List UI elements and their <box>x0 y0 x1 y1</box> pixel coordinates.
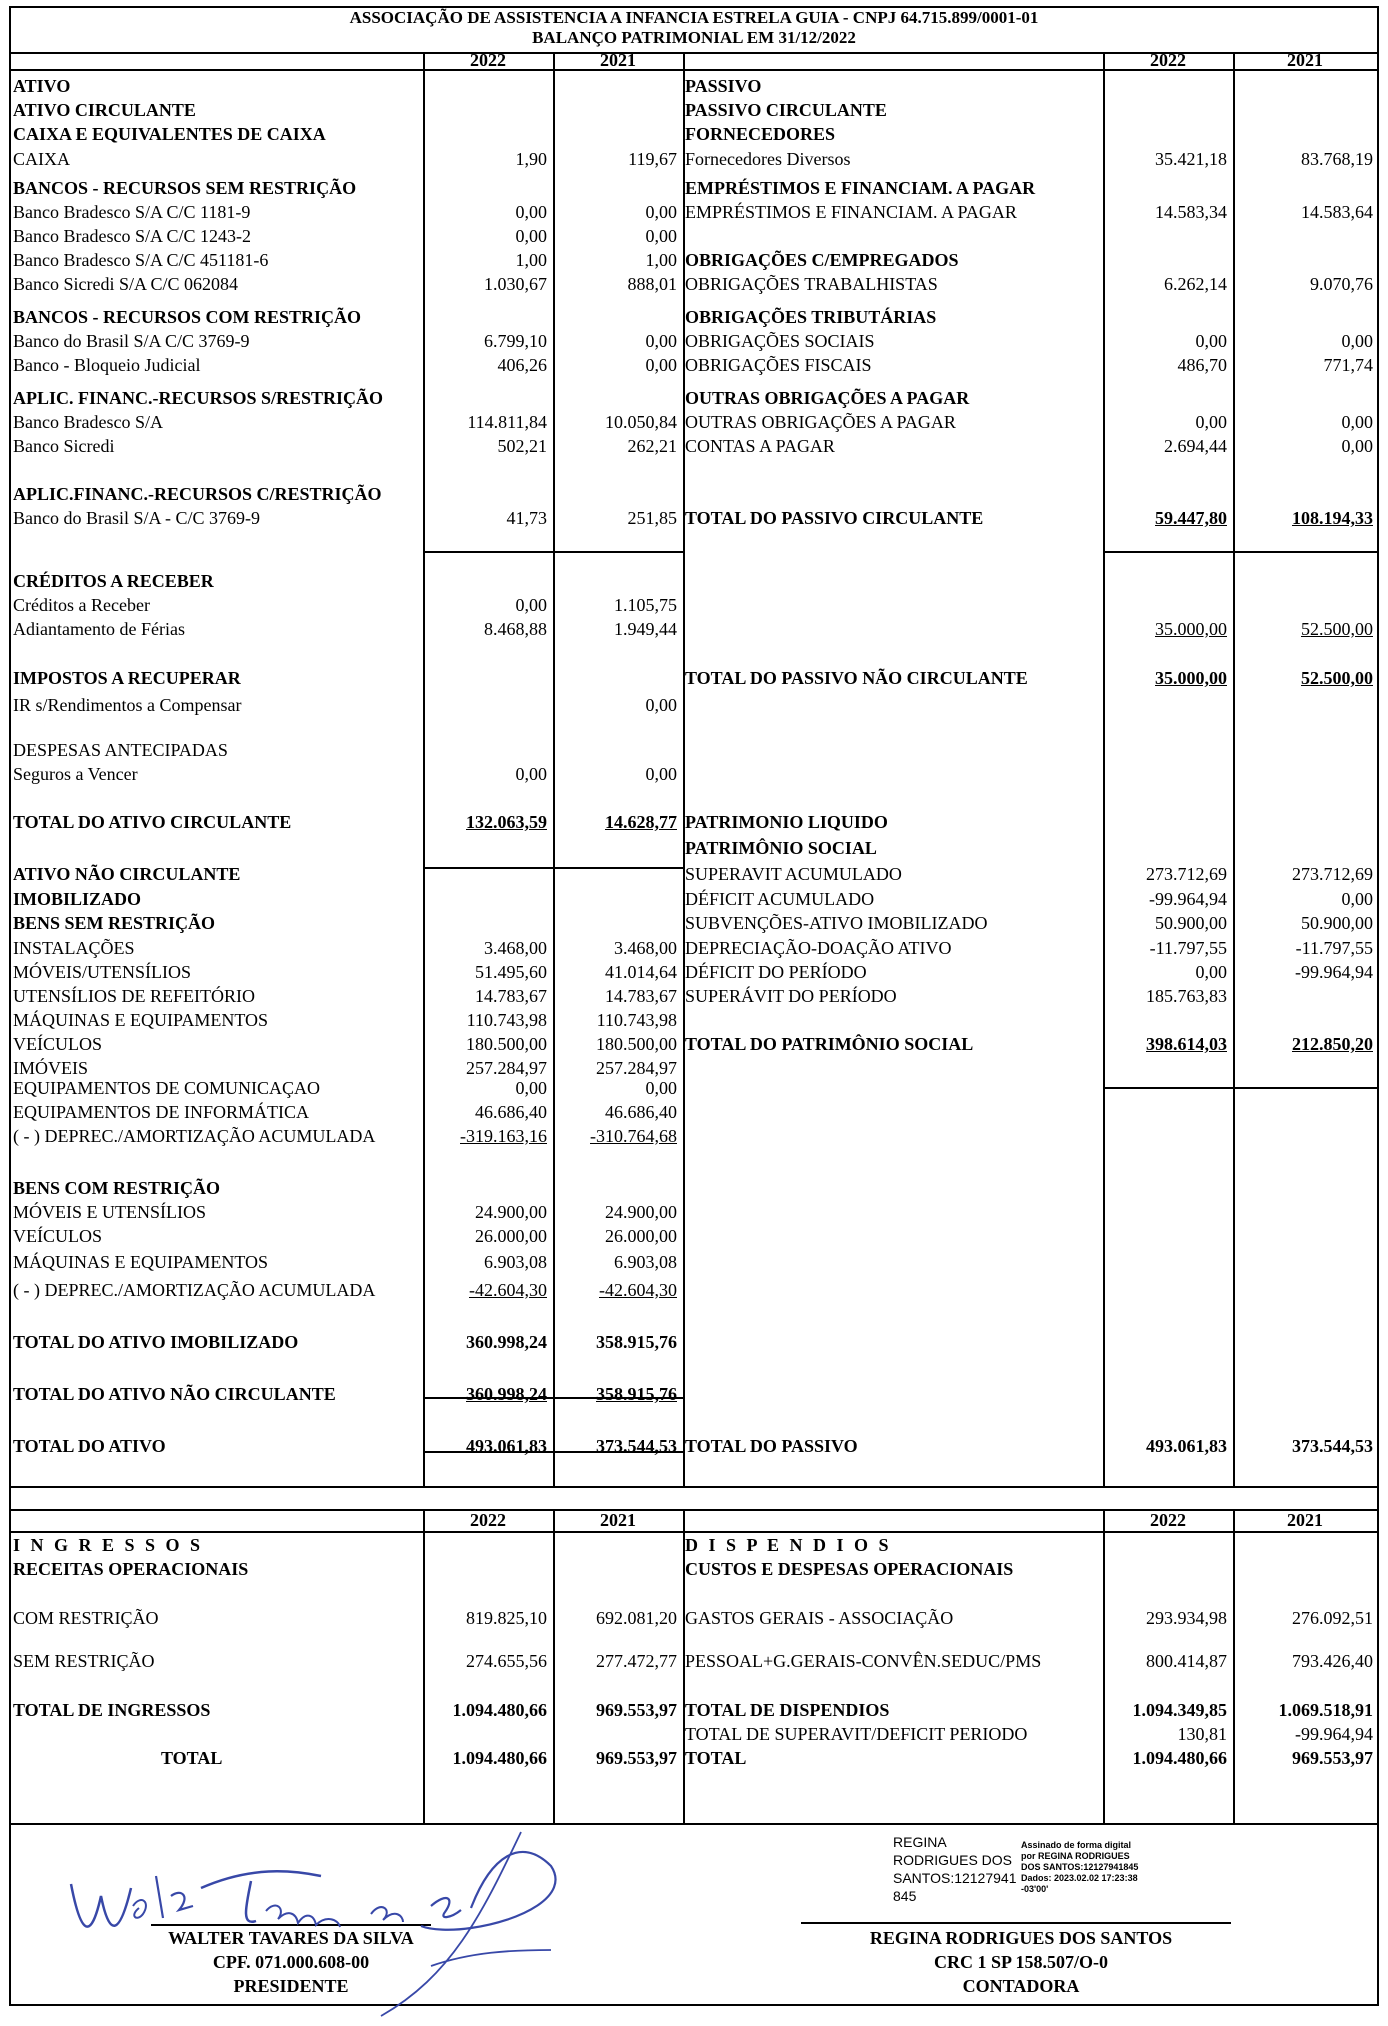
liability-row-label: PASSIVO <box>685 76 762 96</box>
asset-row-value-2021: 46.686,40 <box>605 1102 677 1122</box>
column-divider <box>1233 52 1235 1486</box>
liability-row-value-2022: 6.262,14 <box>1164 274 1227 294</box>
asset-row-value-2021: 119,67 <box>628 149 677 169</box>
signer-crc-right: CRC 1 SP 158.507/O-0 <box>933 1952 1108 1972</box>
liability-row-value-2022: 0,00 <box>1195 412 1227 432</box>
asset-row-label: VEÍCULOS <box>13 1226 102 1246</box>
liability-row-label: PATRIMÔNIO SOCIAL <box>685 838 877 858</box>
asset-row-value-2021: 110.743,98 <box>596 1010 677 1030</box>
liability-row-label: EMPRÉSTIMOS E FINANCIAM. A PAGAR <box>685 178 1036 198</box>
asset-row-label: ATIVO CIRCULANTE <box>13 100 196 120</box>
balance-year-2022-right: 2022 <box>1150 50 1186 70</box>
asset-row-value-2022: 46.686,40 <box>475 1102 547 1122</box>
income-row-value-2021: 692.081,20 <box>596 1608 677 1628</box>
expense-row-value-2022: 130,81 <box>1177 1724 1227 1744</box>
asset-row-value-2022: 360.998,24 <box>466 1332 547 1352</box>
asset-row-value-2022: 110.743,98 <box>466 1010 547 1030</box>
income-row-label: RECEITAS OPERACIONAIS <box>13 1559 249 1579</box>
expense-row-label: PESSOAL+G.GERAIS-CONVÊN.SEDUC/PMS <box>685 1651 1042 1671</box>
signer-role-right: CONTADORA <box>962 1976 1080 1996</box>
asset-row-label: MÓVEIS E UTENSÍLIOS <box>13 1202 206 1222</box>
row-divider <box>1103 551 1233 553</box>
liability-row-label: SUPERAVIT ACUMULADO <box>685 864 902 884</box>
asset-row-value-2021: 14.783,67 <box>605 986 677 1006</box>
balance-year-2021-left: 2021 <box>600 50 636 70</box>
income-row-label: SEM RESTRIÇÃO <box>13 1651 155 1671</box>
asset-row-value-2022: 3.468,00 <box>484 938 547 958</box>
asset-row-value-2021: 251,85 <box>627 508 677 528</box>
asset-row-value-2021: 0,00 <box>645 764 677 784</box>
row-divider <box>423 551 553 553</box>
liability-row-label: TOTAL DO PASSIVO NÃO CIRCULANTE <box>685 668 1028 688</box>
asset-row-label: APLIC. FINANC.-RECURSOS S/RESTRIÇÃO <box>13 388 384 408</box>
asset-row-value-2022: 6.799,10 <box>484 331 547 351</box>
asset-row-label: IMÓVEIS <box>13 1058 88 1078</box>
balance-year-2022-left: 2022 <box>470 50 506 70</box>
asset-row-label: Banco Bradesco S/A C/C 1181-9 <box>13 202 251 222</box>
dre-year-2021-right: 2021 <box>1287 1510 1323 1530</box>
digital-signature-info: -03'00' <box>1021 1884 1049 1894</box>
header-title: ASSOCIAÇÃO DE ASSISTENCIA A INFANCIA ESTRELA GUIA - CNPJ 64.715.899/0001-01 <box>349 8 1039 27</box>
signer-name-right: REGINA RODRIGUES DOS SANTOS <box>869 1928 1173 1948</box>
asset-row-value-2021: 0,00 <box>645 331 677 351</box>
liability-row-label: EMPRÉSTIMOS E FINANCIAM. A PAGAR <box>685 202 1017 222</box>
digital-signature-name: 845 <box>893 1888 917 1904</box>
liability-row-label: DÉFICIT ACUMULADO <box>685 889 875 909</box>
income-row-value-2021: 969.553,97 <box>596 1748 677 1768</box>
liability-row-label: DEPRECIAÇÃO-DOAÇÃO ATIVO <box>685 938 952 958</box>
liability-row-label: Fornecedores Diversos <box>685 149 851 169</box>
asset-row-label: DESPESAS ANTECIPADAS <box>13 740 228 760</box>
asset-row-label: IMOBILIZADO <box>13 889 142 909</box>
expense-row-label: CUSTOS E DESPESAS OPERACIONAIS <box>685 1559 1014 1579</box>
asset-row-label: ( - ) DEPREC./AMORTIZAÇÃO ACUMULADA <box>13 1126 376 1146</box>
header-subtitle: BALANÇO PATRIMONIAL EM 31/12/2022 <box>532 28 856 47</box>
asset-row-value-2021: 358.915,76 <box>596 1332 677 1352</box>
asset-row-value-2021: 0,00 <box>645 355 677 375</box>
income-row-value-2021: 969.553,97 <box>596 1700 677 1720</box>
liability-row-label: TOTAL DO PASSIVO CIRCULANTE <box>685 508 984 528</box>
asset-row-label: Banco Bradesco S/A <box>13 412 163 432</box>
income-row-label: TOTAL <box>161 1748 223 1768</box>
asset-row-value-2022: 257.284,97 <box>466 1058 547 1078</box>
asset-row-value-2022: 26.000,00 <box>475 1226 547 1246</box>
liability-row-value-2021: 0,00 <box>1341 331 1373 351</box>
handwritten-signature-walter <box>51 1826 611 2026</box>
asset-row-value-2021: 10.050,84 <box>605 412 677 432</box>
liability-row-value-2021: -99.964,94 <box>1295 962 1373 982</box>
dre-year-2022-right: 2022 <box>1150 1510 1186 1530</box>
liability-row-value-2022: 2.694,44 <box>1164 436 1227 456</box>
signer-role-left: PRESIDENTE <box>233 1976 349 1996</box>
asset-row-value-2021: -42.604,30 <box>599 1280 677 1300</box>
liability-row-label: OBRIGAÇÕES SOCIAIS <box>685 331 875 351</box>
liability-row-label: CONTAS A PAGAR <box>685 436 835 456</box>
income-row-value-2022: 1.094.480,66 <box>452 1748 547 1768</box>
liability-row-value-2021: 373.544,53 <box>1292 1436 1373 1456</box>
income-row-value-2022: 1.094.480,66 <box>452 1700 547 1720</box>
asset-row-value-2022: 360.998,24 <box>466 1384 547 1404</box>
asset-row-label: Banco Sicredi S/A C/C 062084 <box>13 274 238 294</box>
asset-row-value-2021: 257.284,97 <box>596 1058 677 1078</box>
liability-row-value-2021: 9.070,76 <box>1310 274 1373 294</box>
balance-sheet-document <box>9 6 1379 2006</box>
asset-row-value-2022: 24.900,00 <box>475 1202 547 1222</box>
liability-row-value-2021: 108.194,33 <box>1292 508 1373 528</box>
liability-row-value-2021: 0,00 <box>1341 436 1373 456</box>
row-divider <box>801 1922 1231 1924</box>
digital-signature-info: DOS SANTOS:12127941845 <box>1021 1862 1139 1872</box>
liability-row-label: OUTRAS OBRIGAÇÕES A PAGAR <box>685 388 970 408</box>
asset-row-value-2022: 8.468,88 <box>484 619 547 639</box>
liability-row-label: TOTAL DO PASSIVO <box>685 1436 858 1456</box>
row-divider <box>1233 551 1377 553</box>
asset-row-label: TOTAL DO ATIVO IMOBILIZADO <box>13 1332 299 1352</box>
expense-row-value-2021: 276.092,51 <box>1292 1608 1373 1628</box>
liability-row-value-2022: 185.763,83 <box>1146 986 1227 1006</box>
liability-row-label: SUPERÁVIT DO PERÍODO <box>685 986 897 1006</box>
asset-row-label: ATIVO NÃO CIRCULANTE <box>13 864 241 884</box>
asset-row-label: BENS COM RESTRIÇÃO <box>13 1178 221 1198</box>
asset-row-value-2021: 0,00 <box>645 695 677 715</box>
digital-signature-info: Dados: 2023.02.02 17:23:38 <box>1021 1873 1138 1883</box>
liability-row-value-2021: 14.583,64 <box>1301 202 1373 222</box>
liability-row-value-2022: 0,00 <box>1195 962 1227 982</box>
asset-row-value-2022: -319.163,16 <box>460 1126 547 1146</box>
asset-row-value-2021: 888,01 <box>627 274 677 294</box>
asset-row-label: Adiantamento de Férias <box>13 619 185 639</box>
asset-row-value-2021: -310.764,68 <box>590 1126 677 1146</box>
asset-row-label: Seguros a Vencer <box>13 764 138 784</box>
asset-row-label: Banco Bradesco S/A C/C 451181-6 <box>13 250 269 270</box>
asset-row-value-2022: 502,21 <box>497 436 547 456</box>
income-row-value-2021: 277.472,77 <box>596 1651 677 1671</box>
liability-row-value-2021: 273.712,69 <box>1292 864 1373 884</box>
expense-row-value-2021: -99.964,94 <box>1295 1724 1373 1744</box>
asset-row-label: VEÍCULOS <box>13 1034 102 1054</box>
asset-row-label: TOTAL DO ATIVO CIRCULANTE <box>13 812 292 832</box>
liability-row-value-2022: 50.900,00 <box>1155 913 1227 933</box>
expense-row-label: TOTAL DE DISPENDIOS <box>685 1700 890 1720</box>
asset-row-label: Banco - Bloqueio Judicial <box>13 355 201 375</box>
row-divider <box>11 1486 1377 1488</box>
asset-row-label: EQUIPAMENTOS DE COMUNICAÇAO <box>13 1078 321 1098</box>
asset-row-label: Banco Sicredi <box>13 436 115 456</box>
asset-row-value-2022: 180.500,00 <box>466 1034 547 1054</box>
expense-row-value-2022: 1.094.349,85 <box>1132 1700 1227 1720</box>
asset-row-label: ATIVO <box>13 76 71 96</box>
liability-row-value-2021: 212.850,20 <box>1292 1034 1373 1054</box>
digital-signature-info: Assinado de forma digital <box>1021 1840 1132 1850</box>
liability-row-value-2022: 273.712,69 <box>1146 864 1227 884</box>
asset-row-value-2021: 0,00 <box>645 226 677 246</box>
liability-row-value-2022: 14.583,34 <box>1155 202 1227 222</box>
asset-row-label: Créditos a Receber <box>13 595 150 615</box>
expense-row-value-2021: 969.553,97 <box>1292 1748 1373 1768</box>
liability-row-label: TOTAL DO PATRIMÔNIO SOCIAL <box>685 1034 974 1054</box>
asset-row-value-2021: 0,00 <box>645 1078 677 1098</box>
row-divider <box>553 551 683 553</box>
asset-row-value-2021: 373.544,53 <box>596 1436 677 1456</box>
asset-row-label: BENS SEM RESTRIÇÃO <box>13 913 216 933</box>
expense-row-value-2021: 1.069.518,91 <box>1278 1700 1373 1720</box>
liability-row-value-2022: 0,00 <box>1195 331 1227 351</box>
asset-row-value-2021: 262,21 <box>627 436 677 456</box>
liability-row-value-2022: 35.000,00 <box>1155 668 1227 688</box>
income-row-label: COM RESTRIÇÃO <box>13 1608 159 1628</box>
asset-row-label: EQUIPAMENTOS DE INFORMÁTICA <box>13 1102 310 1122</box>
asset-row-value-2022: 14.783,67 <box>475 986 547 1006</box>
liability-row-label: SUBVENÇÕES-ATIVO IMOBILIZADO <box>685 913 988 933</box>
asset-row-label: TOTAL DO ATIVO NÃO CIRCULANTE <box>13 1384 336 1404</box>
asset-row-value-2022: 51.495,60 <box>475 962 547 982</box>
liability-row-label: OBRIGAÇÕES TRIBUTÁRIAS <box>685 307 937 327</box>
asset-row-value-2022: 1,00 <box>515 250 547 270</box>
asset-row-label: APLIC.FINANC.-RECURSOS C/RESTRIÇÃO <box>13 484 382 504</box>
asset-row-value-2022: 0,00 <box>515 764 547 784</box>
liability-row-value-2022: 493.061,83 <box>1146 1436 1227 1456</box>
expense-row-label: D I S P E N D I O S <box>685 1535 892 1555</box>
asset-row-value-2021: 26.000,00 <box>605 1226 677 1246</box>
asset-row-value-2022: 0,00 <box>515 202 547 222</box>
digital-signature-name: REGINA <box>893 1834 947 1850</box>
expense-row-label: TOTAL <box>685 1748 747 1768</box>
asset-row-label: MÁQUINAS E EQUIPAMENTOS <box>13 1252 269 1272</box>
asset-row-value-2021: 358.915,76 <box>596 1384 677 1404</box>
column-divider <box>1103 52 1105 1486</box>
asset-row-value-2021: 3.468,00 <box>614 938 677 958</box>
signer-cpf-left: CPF. 071.000.608-00 <box>212 1952 370 1972</box>
liability-row-label: OBRIGAÇÕES FISCAIS <box>685 355 872 375</box>
liability-row-value-2021: 52.500,00 <box>1301 619 1373 639</box>
asset-row-label: BANCOS - RECURSOS COM RESTRIÇÃO <box>13 307 362 327</box>
asset-row-value-2022: 1,90 <box>515 149 547 169</box>
balance-year-2021-right: 2021 <box>1287 50 1323 70</box>
asset-row-value-2022: 0,00 <box>515 226 547 246</box>
liability-row-value-2022: 486,70 <box>1177 355 1227 375</box>
dre-year-2022-left: 2022 <box>470 1510 506 1530</box>
expense-row-value-2022: 293.934,98 <box>1146 1608 1227 1628</box>
income-row-label: TOTAL DE INGRESSOS <box>13 1700 211 1720</box>
asset-row-value-2021: 6.903,08 <box>614 1252 677 1272</box>
digital-signature-info: por REGINA RODRIGUES <box>1021 1851 1130 1861</box>
row-divider <box>1103 1087 1377 1089</box>
row-divider <box>423 867 683 869</box>
liability-row-value-2021: 50.900,00 <box>1301 913 1373 933</box>
signer-name-left: WALTER TAVARES DA SILVA <box>168 1928 414 1948</box>
income-row-label: I N G R E S S O S <box>13 1535 204 1555</box>
asset-row-label: Banco do Brasil S/A C/C 3769-9 <box>13 331 250 351</box>
liability-row-value-2021: 0,00 <box>1341 889 1373 909</box>
asset-row-value-2021: 1.949,44 <box>614 619 677 639</box>
liability-row-label: FORNECEDORES <box>685 124 836 144</box>
liability-row-label: PASSIVO CIRCULANTE <box>685 100 887 120</box>
asset-row-value-2022: -42.604,30 <box>469 1280 547 1300</box>
liability-row-value-2021: 771,74 <box>1323 355 1373 375</box>
asset-row-label: TOTAL DO ATIVO <box>13 1436 166 1456</box>
expense-row-label: TOTAL DE SUPERAVIT/DEFICIT PERIODO <box>685 1724 1028 1744</box>
asset-row-value-2021: 14.628,77 <box>605 812 677 832</box>
digital-signature-name: RODRIGUES DOS <box>893 1852 1013 1868</box>
digital-signature-name: SANTOS:12127941 <box>893 1870 1017 1886</box>
liability-row-value-2022: 35.000,00 <box>1155 619 1227 639</box>
liability-row-value-2021: 0,00 <box>1341 412 1373 432</box>
liability-row-value-2021: -11.797,55 <box>1295 938 1373 958</box>
income-row-value-2022: 274.655,56 <box>466 1651 547 1671</box>
asset-row-label: CAIXA E EQUIVALENTES DE CAIXA <box>13 124 326 144</box>
asset-row-value-2022: 132.063,59 <box>466 812 547 832</box>
expense-row-value-2022: 800.414,87 <box>1146 1651 1227 1671</box>
liability-row-label: OBRIGAÇÕES TRABALHISTAS <box>685 274 938 294</box>
asset-row-label: BANCOS - RECURSOS SEM RESTRIÇÃO <box>13 178 357 198</box>
asset-row-value-2022: 493.061,83 <box>466 1436 547 1456</box>
liability-row-value-2021: 83.768,19 <box>1301 149 1373 169</box>
asset-row-label: CAIXA <box>13 149 70 169</box>
asset-row-label: INSTALAÇÕES <box>13 938 135 958</box>
liability-row-label: DÉFICIT DO PERÍODO <box>685 962 867 982</box>
asset-row-value-2022: 41,73 <box>506 508 547 528</box>
asset-row-value-2022: 0,00 <box>515 1078 547 1098</box>
liability-row-value-2022: 59.447,80 <box>1155 508 1227 528</box>
asset-row-value-2021: 24.900,00 <box>605 1202 677 1222</box>
asset-row-label: CRÉDITOS A RECEBER <box>13 571 214 591</box>
expense-row-value-2021: 793.426,40 <box>1292 1651 1373 1671</box>
liability-row-value-2022: 35.421,18 <box>1155 149 1227 169</box>
asset-row-value-2021: 41.014,64 <box>605 962 677 982</box>
liability-row-label: PATRIMONIO LIQUIDO <box>685 812 888 832</box>
liability-row-value-2022: -11.797,55 <box>1149 938 1227 958</box>
asset-row-label: Banco do Brasil S/A - C/C 3769-9 <box>13 508 260 528</box>
asset-row-value-2021: 0,00 <box>645 202 677 222</box>
liability-row-label: OUTRAS OBRIGAÇÕES A PAGAR <box>685 412 956 432</box>
asset-row-label: ( - ) DEPREC./AMORTIZAÇÃO ACUMULADA <box>13 1280 376 1300</box>
asset-row-value-2021: 1,00 <box>645 250 677 270</box>
liability-row-value-2022: -99.964,94 <box>1149 889 1227 909</box>
asset-row-value-2022: 406,26 <box>497 355 547 375</box>
income-row-value-2022: 819.825,10 <box>466 1608 547 1628</box>
asset-row-label: MÓVEIS/UTENSÍLIOS <box>13 962 191 982</box>
asset-row-value-2022: 114.811,84 <box>467 412 547 432</box>
row-divider <box>11 1823 1377 1825</box>
expense-row-value-2022: 1.094.480,66 <box>1132 1748 1227 1768</box>
asset-row-label: IMPOSTOS A RECUPERAR <box>13 668 241 688</box>
dre-year-2021-left: 2021 <box>600 1510 636 1530</box>
asset-row-label: Banco Bradesco S/A C/C 1243-2 <box>13 226 251 246</box>
asset-row-label: MÁQUINAS E EQUIPAMENTOS <box>13 1010 269 1030</box>
liability-row-label: OBRIGAÇÕES C/EMPREGADOS <box>685 250 959 270</box>
asset-row-value-2022: 6.903,08 <box>484 1252 547 1272</box>
asset-row-value-2021: 180.500,00 <box>596 1034 677 1054</box>
expense-row-label: GASTOS GERAIS - ASSOCIAÇÃO <box>685 1608 954 1628</box>
asset-row-label: UTENSÍLIOS DE REFEITÓRIO <box>13 986 255 1006</box>
liability-row-value-2021: 52.500,00 <box>1301 668 1373 688</box>
liability-row-value-2022: 398.614,03 <box>1146 1034 1227 1054</box>
asset-row-value-2021: 1.105,75 <box>614 595 677 615</box>
asset-row-label: IR s/Rendimentos a Compensar <box>13 695 242 715</box>
asset-row-value-2022: 0,00 <box>515 595 547 615</box>
asset-row-value-2022: 1.030,67 <box>484 274 547 294</box>
